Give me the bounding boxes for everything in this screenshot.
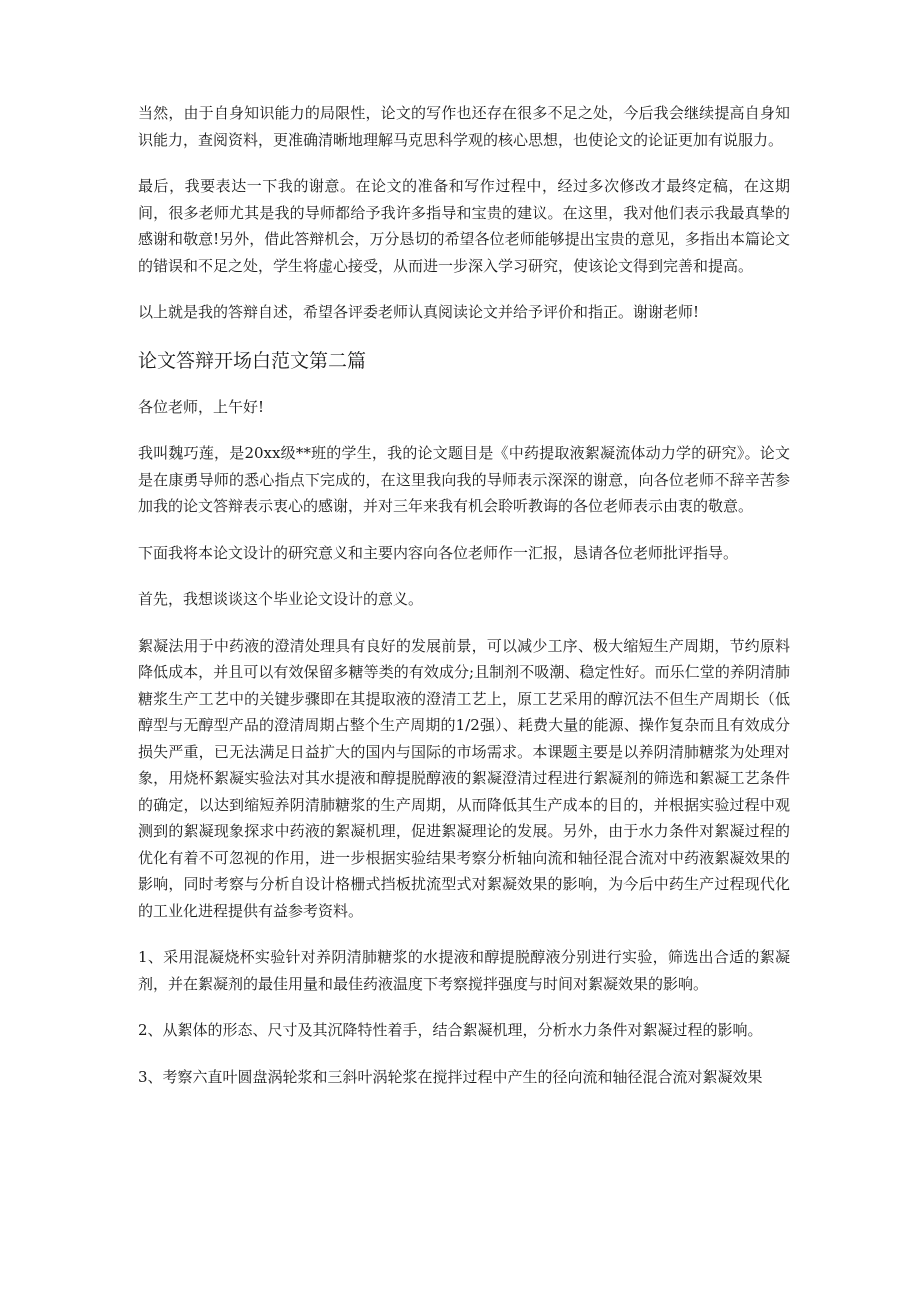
paragraph: 以上就是我的答辩自述，希望各评委老师认真阅读论文并给予评价和指正。谢谢老师! — [138, 303, 700, 321]
paragraph: 我叫魏巧莲，是20xx级**班的学生，我的论文题目是《中药提取液絮凝流体动力学的研究》。论文是在康勇导师的悉心指点下完成的，在这里我向我的导师表示深深的谢意，向各位老师不辞辛苦参加我的论文答辩表示衷心的感谢，并对三年来我有机会聆听教诲的各位老师表示由衷的敬意。 — [138, 444, 790, 515]
document-page — [138, 100, 790, 1110]
list-item: 1、采用混凝烧杯实验针对养阴清肺糖浆的水提液和醇提脱醇液分别进行实验，筛选出合适的絮凝剂，并在絮凝剂的最佳用量和最佳药液温度下考察搅拌强度与时间对絮凝效果的影响。 — [138, 948, 790, 993]
paragraph: 各位老师，上午好! — [138, 397, 265, 416]
paragraph: 首先，我想谈谈这个毕业论文设计的意义。 — [138, 590, 424, 608]
paragraph: 下面我将本论文设计的研究意义和主要内容向各位老师作一汇报，恳请各位老师批评指导。 — [138, 543, 739, 562]
paragraph: 当然，由于自身知识能力的局限性，论文的写作也还存在很多不足之处，今后我会继续提高自身知识能力，查阅资料，更准确清晰地理解马克思科学观的核心思想，也使论文的论证更加有说服力。 — [138, 104, 790, 149]
paragraph: 絮凝法用于中药液的澄清处理具有良好的发展前景，可以减少工序、极大缩短生产周期，节约原料降低成本，并且可以有效保留多糖等类的有效成分;且制剂不吸潮、稳定性好。而乐仁堂的养阴清肺糖浆生产工艺中的关键步骤即在其提取液的澄清工艺上，原工艺采用的醇沉法不但生产周期长（低醇型与无醇型产品的澄清周期占整个生产周期的1/2强）、耗费大量的能源、操作复杂而且有效成分损失严重，已无法满足日益扩大的国内与国际的市场需求。本课题主要是以养阴清肺糖浆为处理对象，用烧杯絮凝实验法对其水提液和醇提脱醇液的絮凝澄清过程进行絮凝剂的筛选和絮凝工艺条件的确定，以达到缩短养阴清肺糖浆的生产周期，从而降低其生产成本的目的，并根据实验过程中观测到的絮凝现象探求中药液的絮凝机理，促进絮凝理论的发展。另外，由于水力条件对絮凝过程的优化有着不可忽视的作用，进一步根据实验结果考察分析轴向流和轴径混合流对中药液絮凝效果的影响，同时考察与分析自设计格栅式挡板扰流型式对絮凝效果的影响，为今后中药生产过程现代化的工业化进程提供有益参考资料。 — [138, 636, 790, 920]
list-item: 3、考察六直叶圆盘涡轮浆和三斜叶涡轮浆在搅拌过程中产生的径向流和轴径混合流对絮凝效果 — [138, 1067, 763, 1086]
paragraph: 最后，我要表达一下我的谢意。在论文的准备和写作过程中，经过多次修改才最终定稿，在这期间，很多老师尤其是我的导师都给予我许多指导和宝贵的建议。在这里，我对他们表示我最真挚的感谢和敬意!另外，借此答辩机会，万分恳切的希望各位老师能够提出宝贵的意见，多指出本篇论文的错误和不足之处，学生将虚心接受，从而进一步深入学习研究，使该论文得到完善和提高。 — [138, 177, 790, 275]
list-item: 2、从絮体的形态、尺寸及其沉降特性着手，结合絮凝机理，分析水力条件对絮凝过程的影响。 — [138, 1021, 763, 1039]
section-heading: 论文答辩开场白范文第二篇 — [138, 349, 367, 372]
